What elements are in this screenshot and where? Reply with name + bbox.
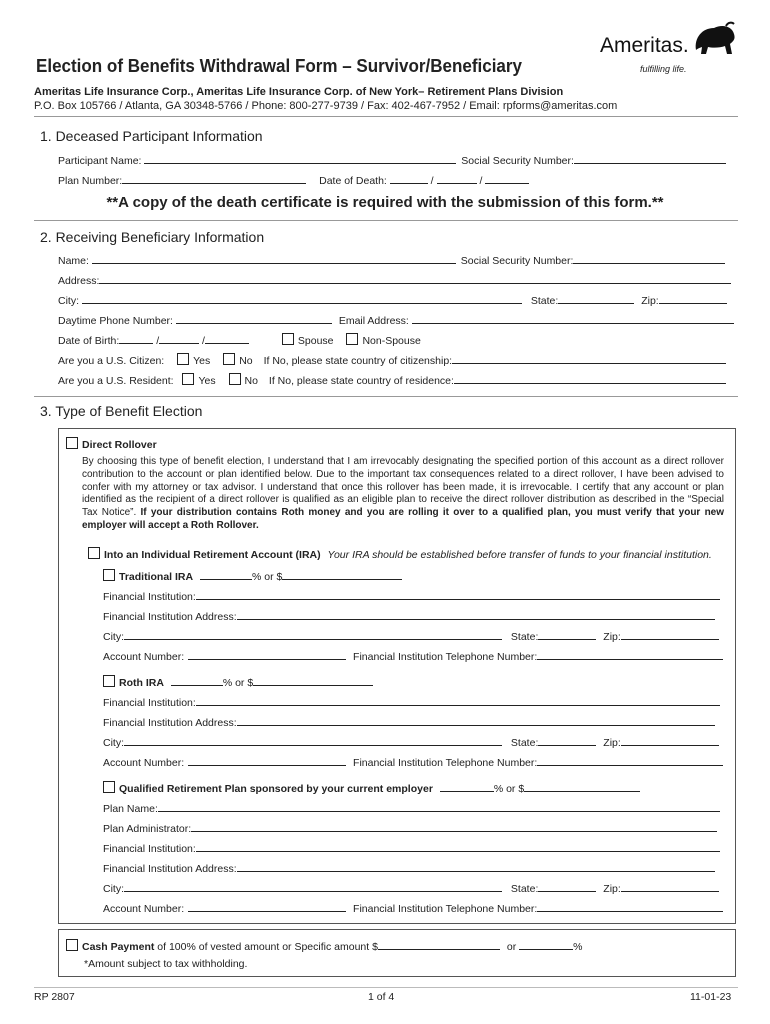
qp-fi-address-field[interactable] [237, 861, 715, 872]
tax-withholding-note: *Amount subject to tax withholding. [84, 958, 248, 970]
trad-fi-address-row: Financial Institution Address: [103, 609, 715, 623]
trad-fi-row: Financial Institution: [103, 589, 720, 603]
citizenship-country-field[interactable] [452, 353, 726, 364]
form-date: 11-01-23 [690, 991, 732, 1003]
participant-name-row: Participant Name: Social Security Number: [58, 153, 726, 167]
roth-ira-row: Roth IRA % or $ [103, 675, 373, 689]
dob-day-field[interactable] [159, 333, 199, 344]
trad-account-field[interactable] [188, 649, 346, 660]
form-id: RP 2807 [34, 991, 75, 1003]
qp-fi-address-row: Financial Institution Address: [103, 861, 715, 875]
citizen-yes-checkbox[interactable] [177, 353, 189, 365]
roth-fi-address-row: Financial Institution Address: [103, 715, 715, 729]
qp-city-field[interactable] [124, 881, 502, 892]
death-day-field[interactable] [437, 173, 477, 184]
direct-rollover-row: Direct Rollover [66, 437, 157, 451]
beneficiary-zip-field[interactable] [659, 293, 727, 304]
qp-account-field[interactable] [188, 901, 346, 912]
trad-account-row: Account Number: Financial Institution Telephone Number: [103, 649, 723, 663]
qp-city-row: City: State: Zip: [103, 881, 719, 895]
footer-divider [34, 987, 738, 988]
roth-city-row: City: State: Zip: [103, 735, 719, 749]
roth-zip-field[interactable] [621, 735, 719, 746]
roth-ira-checkbox[interactable] [103, 675, 115, 687]
spouse-checkbox[interactable] [282, 333, 294, 345]
death-certificate-notice: **A copy of the death certificate is required with the submission of this form.** [106, 194, 664, 211]
cash-payment-checkbox[interactable] [66, 939, 78, 951]
traditional-ira-percent-field[interactable] [200, 569, 252, 580]
contact-info: P.O. Box 105766 / Atlanta, GA 30348-5766 / Phone: 800-277-9739 / Fax: 402-467-7952 / Email: rpforms@ameritas.com [34, 100, 618, 112]
dob-month-field[interactable] [119, 333, 153, 344]
citizen-row: Are you a U.S. Citizen: Yes No If No, please state country of citizenship: [58, 353, 726, 367]
resident-yes-checkbox[interactable] [182, 373, 194, 385]
roth-account-row: Account Number: Financial Institution Telephone Number: [103, 755, 723, 769]
death-month-field[interactable] [390, 173, 428, 184]
qp-state-field[interactable] [538, 881, 596, 892]
qp-fi-row: Financial Institution: [103, 841, 720, 855]
participant-name-field[interactable] [144, 153, 456, 164]
plan-admin-field[interactable] [191, 821, 717, 832]
citizen-no-checkbox[interactable] [223, 353, 235, 365]
cash-percent-field[interactable] [519, 939, 573, 950]
qp-fi-phone-field[interactable] [537, 901, 723, 912]
qualified-plan-percent-field[interactable] [440, 781, 494, 792]
rollover-disclosure: By choosing this type of benefit election, I understand that I am irrevocably designating the specified portion of this account as a direct rollover contribution to the account or plan identified below. Due to the important tax consequences related to a direct rollover, I have been advised to confer with my attorney or tax advisor. I understand that once this rollover has been made, it is irrevocable. I certify that any account or plan identified as the recipient of a direct rollover is qualified as an eligible plan to receive the direct rollover distribution as described in the “Special Tax Notice”. If your distribution contains Roth money and you are rolling it over to a qualified plan, you must verify that your new employer will accept a Roth Rollover. [82, 456, 725, 531]
email-field[interactable] [412, 313, 734, 324]
divider [34, 396, 738, 397]
dob-row: Date of Birth: / / Spouse Non-Spouse [58, 335, 421, 347]
traditional-ira-checkbox[interactable] [103, 569, 115, 581]
non-spouse-checkbox[interactable] [346, 333, 358, 345]
plan-admin-row: Plan Administrator: [103, 821, 717, 835]
plan-name-field[interactable] [158, 801, 720, 812]
company-name: Ameritas Life Insurance Corp., Ameritas Life Insurance Corp. of New York– Retirement Plans Division [34, 86, 564, 98]
trad-state-field[interactable] [538, 629, 596, 640]
beneficiary-ssn-field[interactable] [573, 253, 725, 264]
trad-fi-address-field[interactable] [237, 609, 715, 620]
resident-no-checkbox[interactable] [229, 373, 241, 385]
residence-country-field[interactable] [454, 373, 726, 384]
plan-number-field[interactable] [122, 173, 306, 184]
beneficiary-name-row: Name: Social Security Number: [58, 253, 725, 267]
qp-zip-field[interactable] [621, 881, 719, 892]
logo-tagline: fulfilling life. [640, 64, 687, 74]
traditional-ira-row: Traditional IRA % or $ [103, 569, 402, 583]
beneficiary-city-row: City: State: Zip: [58, 293, 727, 307]
trad-fi-field[interactable] [196, 589, 720, 600]
plan-name-row: Plan Name: [103, 801, 720, 815]
plan-number-row: Plan Number: Date of Death: / / [58, 173, 529, 187]
section1-title: 1. Deceased Participant Information [40, 128, 263, 144]
qp-account-row: Account Number: Financial Institution Telephone Number: [103, 901, 723, 915]
beneficiary-state-field[interactable] [558, 293, 634, 304]
page-number: 1 of 4 [368, 991, 395, 1003]
trad-zip-field[interactable] [621, 629, 719, 640]
ira-checkbox[interactable] [88, 547, 100, 559]
dob-year-field[interactable] [205, 333, 249, 344]
bison-logo-icon [692, 20, 738, 60]
divider [34, 116, 738, 117]
beneficiary-address-field[interactable] [99, 273, 731, 284]
beneficiary-name-field[interactable] [92, 253, 456, 264]
roth-state-field[interactable] [538, 735, 596, 746]
roth-fi-row: Financial Institution: [103, 695, 720, 709]
divider [34, 220, 738, 221]
beneficiary-address-row: Address: [58, 273, 731, 287]
cash-payment-row: Cash Payment of 100% of vested amount or Specific amount $ or % [66, 939, 582, 953]
cash-amount-field[interactable] [378, 939, 500, 950]
form-title: Election of Benefits Withdrawal Form – Survivor/Beneficiary [36, 55, 522, 76]
section3-title: 3. Type of Benefit Election [40, 403, 203, 419]
ira-row: Into an Individual Retirement Account (IRA) Your IRA should be established before transfer of funds to your financial institution. [88, 547, 712, 561]
trad-city-row: City: State: Zip: [103, 629, 719, 643]
qualified-plan-row: Qualified Retirement Plan sponsored by your current employer % or $ [103, 781, 640, 795]
death-year-field[interactable] [485, 173, 529, 184]
roth-city-field[interactable] [124, 735, 502, 746]
roth-fi-address-field[interactable] [237, 715, 715, 726]
roth-ira-percent-field[interactable] [171, 675, 223, 686]
resident-row: Are you a U.S. Resident: Yes No If No, please state country of residence: [58, 373, 726, 387]
beneficiary-contact-row: Daytime Phone Number: Email Address: [58, 313, 734, 327]
qp-fi-field[interactable] [196, 841, 720, 852]
logo-wordmark: Ameritas. [600, 34, 689, 57]
roth-ira-amount-field[interactable] [253, 675, 373, 686]
participant-ssn-field[interactable] [574, 153, 726, 164]
roth-fi-phone-field[interactable] [537, 755, 723, 766]
phone-field[interactable] [176, 313, 332, 324]
roth-fi-field[interactable] [196, 695, 720, 706]
trad-fi-phone-field[interactable] [537, 649, 723, 660]
section2-title: 2. Receiving Beneficiary Information [40, 229, 265, 245]
roth-account-field[interactable] [188, 755, 346, 766]
qualified-plan-amount-field[interactable] [524, 781, 640, 792]
traditional-ira-amount-field[interactable] [282, 569, 402, 580]
qualified-plan-checkbox[interactable] [103, 781, 115, 793]
trad-city-field[interactable] [124, 629, 502, 640]
beneficiary-city-field[interactable] [82, 293, 522, 304]
direct-rollover-checkbox[interactable] [66, 437, 78, 449]
